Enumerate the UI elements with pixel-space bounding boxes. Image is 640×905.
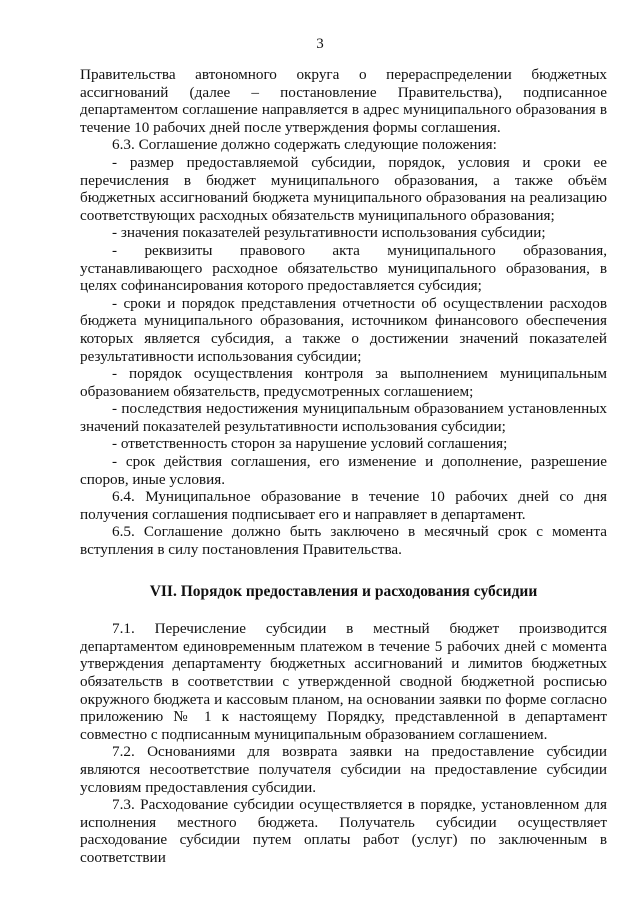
paragraph-p-b4: - сроки и порядок представления отчетности об осуществлении расходов бюджета муниципального образования, источником финансового обеспечения которых является субсидия, а также о достижении значений показателей результативности использования субсидии; (80, 294, 607, 365)
document-body (80, 66, 607, 867)
page-number: 3 (316, 36, 324, 52)
paragraph-p-7-2: 7.2. Основаниями для возврата заявки на предоставление субсидии являются несоответствие получателя субсидии на предоставление субсидии условиям предоставления субсидии. (80, 743, 607, 796)
paragraph-p-6-4: 6.4. Муниципальное образование в течение 10 рабочих дней со дня получения соглашения подписывает его и направляет в департамент. (80, 488, 607, 523)
paragraphs-before (80, 66, 607, 559)
paragraph-p-7-3: 7.3. Расходование субсидии осуществляется в порядке, установленном для исполнения местного бюджета. Получатель субсидии осуществляет расходование субсидии путем оплаты работ (услуг) по заключенным в соответствии (80, 796, 607, 866)
paragraph-p-b8: - срок действия соглашения, его изменение и дополнение, разрешение споров, иные условия. (80, 453, 607, 488)
paragraph-p-b5: - порядок осуществления контроля за выполнением муниципальным образованием обязательств, предусмотренных соглашением; (80, 365, 607, 400)
paragraph-p-b6: - последствия недостижения муниципальным образованием установленных значений показателей результативности использования субсидии; (80, 400, 607, 435)
paragraph-p-7-1: 7.1. Перечисление субсидии в местный бюджет производится департаментом единовременным платежом в течение 5 рабочих дней с момента утверждения департаменту бюджетных ассигнований и лимитов бюджетных обязательств в соответствии с утвержденной сводной бюджетной росписью окружного бюджета и кассовым планом, на основании заявки по форме согласно приложению № 1 к настоящему Порядку, представленной в департамент совместно с подписанным муниципальным образованием соглашением. (80, 620, 607, 743)
paragraph-p-b7: - ответственность сторон за нарушение условий соглашения; (112, 435, 508, 453)
paragraphs-after (80, 620, 607, 866)
paragraph-p-6-5: 6.5. Соглашение должно быть заключено в месячный срок с момента вступления в силу постановления Правительства. (80, 523, 607, 559)
paragraph-p-b2: - значения показателей результативности использования субсидии; (112, 224, 546, 242)
section-heading: VII. Порядок предоставления и расходования субсидии (149, 582, 538, 600)
paragraph-p-intro: Правительства автономного округа о перераспределении бюджетных ассигнований (далее – постановление Правительства), подписанное департаментом соглашение направляется в адрес муниципального образования в течение 10 рабочих дней после утверждения формы соглашения. (80, 66, 607, 136)
paragraph-p-b3: - реквизиты правового акта муниципального образования, устанавливающего расходное обязательство муниципального образования, в целях софинансирования которого предоставляется субсидия; (80, 241, 607, 295)
paragraph-p-b1: - размер предоставляемой субсидии, порядок, условия и сроки ее перечисления в бюджет муниципального образования, а также объём бюджетных ассигнований бюджета муниципального образования на реализацию соответствующих расходных обязательств муниципального образования; (80, 153, 607, 224)
paragraph-p-6-3: 6.3. Соглашение должно содержать следующие положения: (112, 136, 497, 154)
